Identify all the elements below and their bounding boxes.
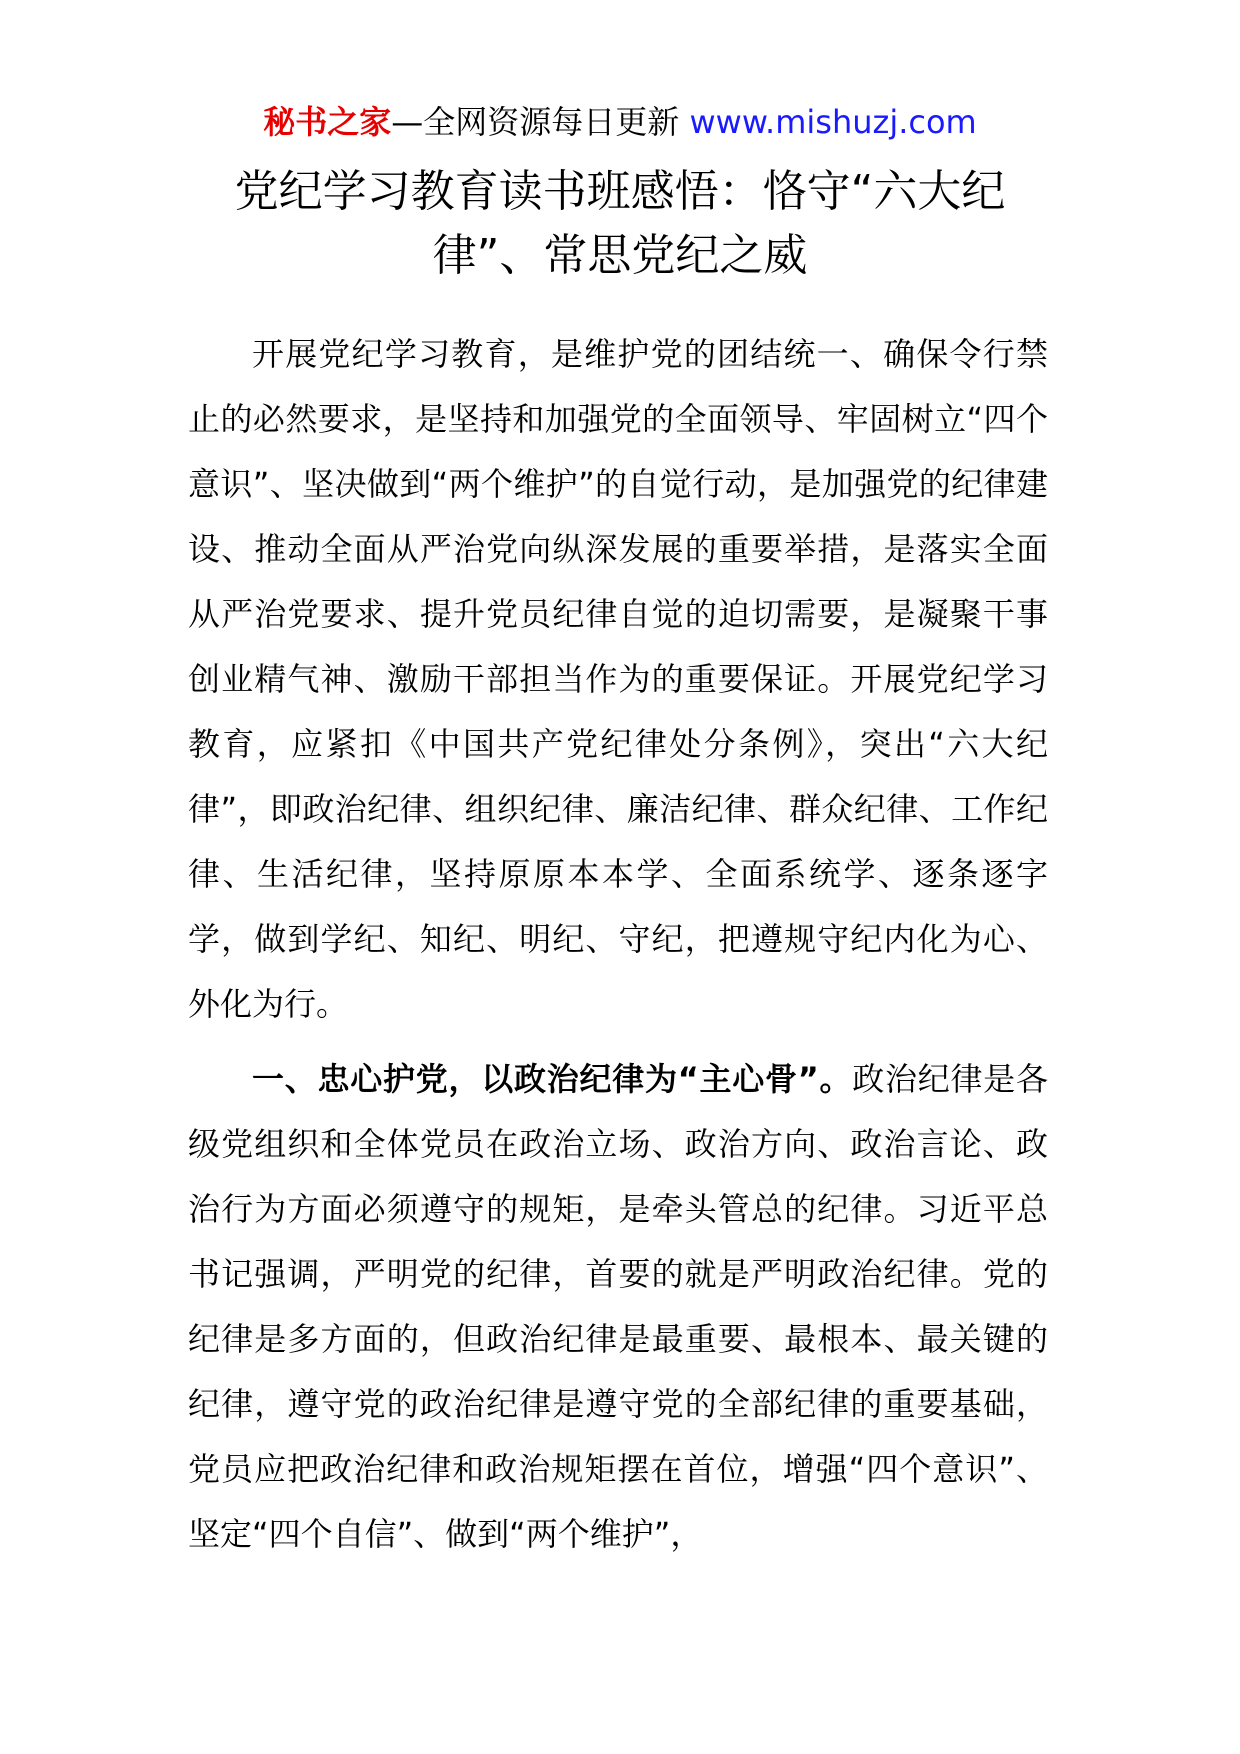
section-one-heading: 一、忠心护党，以政治纪律为“主心骨”。 — [252, 1060, 853, 1098]
site-header — [0, 100, 1240, 144]
document-title: 党纪学习教育读书班感悟：恪守“六大纪律”、常思党纪之威 — [234, 166, 1006, 281]
section-one-paragraph — [188, 1047, 1048, 1567]
section-one-text: 政治纪律是各级党组织和全体党员在政治立场、政治方向、政治言论、政治行为方面必须遵守的规矩，是牵头管总的纪律。习近平总书记强调，严明党的纪律，首要的就是严明政治纪律。党的纪律是多方面的，但政治纪律是最重要、最根本、最关键的纪律，遵守党的政治纪律是遵守党的全部纪律的重要基础，党员应把政治纪律和政治规矩摆在首位，增强“四个意识”、坚定“四个自信”、做到“两个维护”， — [188, 1060, 1048, 1553]
intro-paragraph-text: 开展党纪学习教育，是维护党的团结统一、确保令行禁止的必然要求，是坚持和加强党的全面领导、牢固树立“四个意识”、坚决做到“两个维护”的自觉行动，是加强党的纪律建设、推动全面从严治党向纵深发展的重要举措，是落实全面从严治党要求、提升党员纪律自觉的迫切需要，是凝聚干事创业精气神、激励干部担当作为的重要保证。开展党纪学习教育，应紧扣《中国共产党纪律处分条例》，突出“六大纪律”，即政治纪律、组织纪律、廉洁纪律、群众纪律、工作纪律、生活纪律，坚持原原本本学、全面系统学、逐条逐字学，做到学纪、知纪、明纪、守纪，把遵规守纪内化为心、外化为行。 — [188, 335, 1048, 1023]
intro-paragraph — [188, 322, 1048, 1037]
document-body — [188, 322, 1048, 1577]
header-slogan: —全网资源每日更新 — [391, 103, 680, 141]
brand-name: 秘书之家 — [263, 103, 392, 141]
site-url-link[interactable]: www.mishuzj.com — [689, 103, 977, 141]
